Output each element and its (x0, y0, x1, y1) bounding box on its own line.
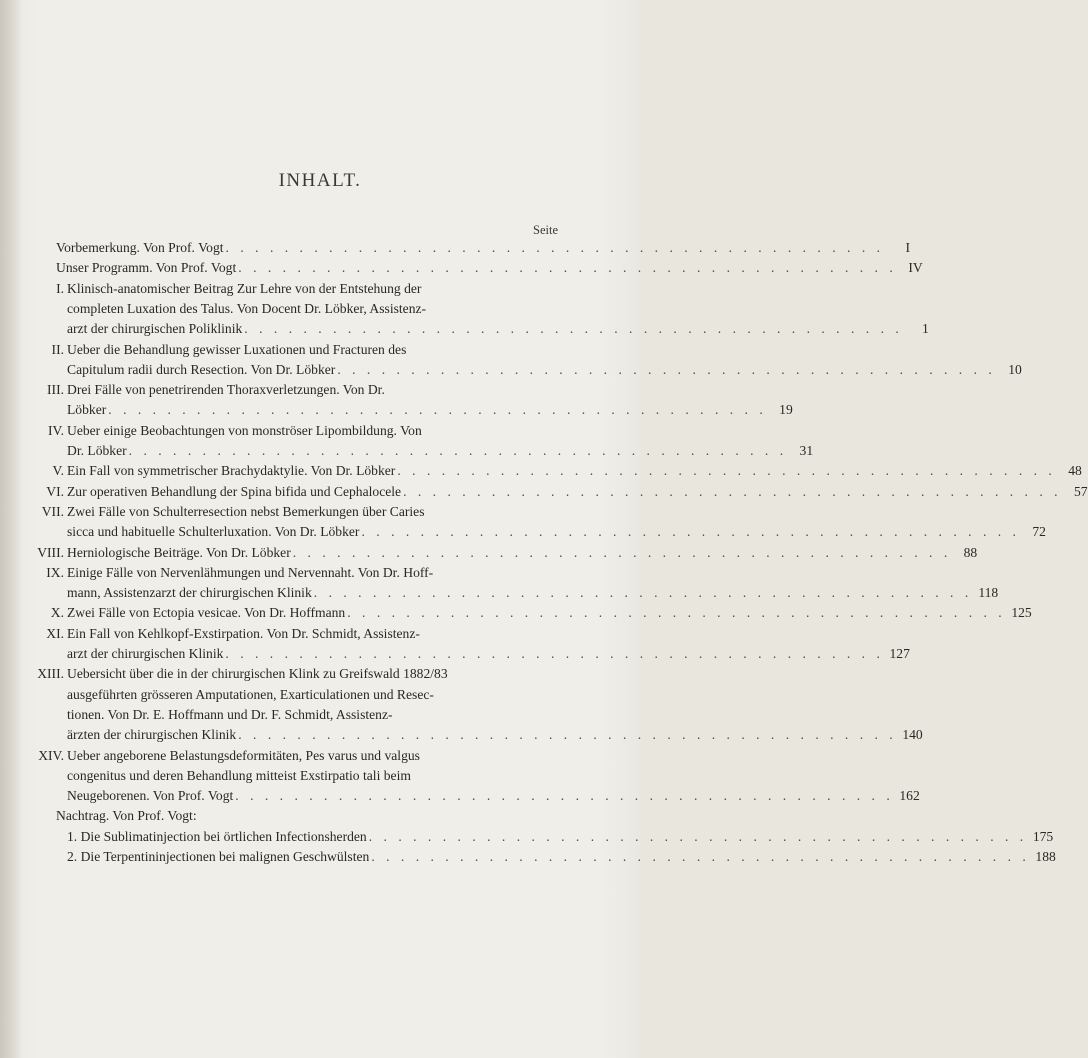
toc-line (67, 299, 575, 319)
leader-dots: . . . . . . . . . . . . . . . . . . . . . . . . . . . . . . . . . . . . . . . . . . . . . (292, 544, 952, 560)
leader-dots: . . . . . . . . . . . . . . . . . . . . . . . . . . . . . . . . . . . . . . . . . . . . . (347, 605, 1006, 621)
toc-line (67, 827, 1054, 847)
page-spine-shadow (0, 0, 22, 1058)
toc-entry-text: arzt der chirurgischen Poliklinik (67, 321, 243, 337)
toc-line (67, 522, 1046, 542)
page-number: IV (908, 260, 923, 276)
toc-entry-text: tionen. Von Dr. E. Hoffmann und Dr. F. Schmidt, Assistenz- (67, 706, 393, 722)
toc-entry-text: completen Luxation des Talus. Von Docent Dr. Löbker, Assistenz- (67, 300, 427, 316)
entry-number: I. (56, 280, 64, 296)
toc-line (67, 482, 1088, 502)
entry-number: XIII. (37, 666, 64, 682)
toc-entry-text: Klinisch-anatomischer Beitrag Zur Lehre von der Entstehung der (67, 280, 422, 296)
entry-number: VI. (46, 483, 64, 499)
leader-dots: . . . . . . . . . . . . . . . . . . . . . . . . . . . . . . . . . . . . . . . . . . . . . (235, 788, 894, 804)
toc-line (67, 502, 575, 522)
toc-entry-text: ausgeführten grösseren Amputationen, Exarticulationen und Resec- (67, 686, 434, 702)
toc-line (67, 705, 575, 725)
toc-entry-text: Zwei Fälle von Ectopia vesicae. Von Dr. Hoffmann (67, 605, 346, 621)
toc-entry-text: Herniologische Beiträge. Von Dr. Löbker (67, 544, 291, 560)
page-number: 57 (1073, 483, 1088, 499)
toc-line (67, 380, 575, 400)
toc-line (67, 421, 575, 441)
toc-line (67, 360, 1022, 380)
entry-number: IV. (48, 422, 64, 438)
toc-line (67, 624, 575, 644)
page-number: 31 (799, 443, 814, 458)
toc-line (67, 340, 575, 360)
toc-line (67, 746, 575, 766)
toc-line (56, 806, 575, 826)
page-number: 140 (902, 727, 923, 743)
toc-entry-text: Unser Programm. Von Prof. Vogt (56, 260, 237, 276)
toc-line (67, 603, 1032, 623)
toc-entry-text: Ueber einige Beobachtungen von monströser Lipombildung. Von (67, 422, 422, 438)
page-number: 175 (1032, 828, 1054, 844)
page-number: 72 (1032, 524, 1046, 540)
toc-line (67, 563, 575, 583)
toc-line (67, 583, 999, 603)
toc-entry-text: Nachtrag. Von Prof. Vogt: (56, 808, 197, 824)
leader-dots: . . . . . . . . . . . . . . . . . . . . . . . . . . . . . . . . . . . . . . . . . . . . . (403, 483, 1062, 499)
toc-line (67, 543, 978, 563)
page-number: 127 (889, 646, 910, 661)
leader-dots: . . . . . . . . . . . . . . . . . . . . . . . . . . . . . . . . . . . . . . . . . . . . . (313, 585, 973, 601)
toc-line (67, 685, 575, 705)
page-number: 19 (779, 402, 793, 418)
leader-dots: . . . . . . . . . . . . . . . . . . . . . . . . . . . . . . . . . . . . . . . . . . . . . (397, 463, 1056, 479)
toc-entry-text: congenitus und deren Behandlung mitteist Exstirpatio tali beim (67, 767, 411, 783)
entry-number: VIII. (37, 544, 64, 560)
entry-number: III. (47, 382, 64, 398)
page-column-label: Seite (533, 223, 558, 237)
page-number: 1 (921, 321, 929, 337)
entry-number: XIV. (38, 747, 64, 763)
toc-entry-text: ärzten der chirurgischen Klinik (67, 727, 237, 743)
page-number: 118 (978, 585, 999, 601)
leader-dots: . . . . . . . . . . . . . . . . . . . . . . . . . . . . . . . . . . . . . . . . . . . . . (225, 240, 885, 255)
toc-entry-text: Zur operativen Behandlung der Spina bifida und Cephalocele (67, 483, 402, 499)
toc-entry-text: Dr. Löbker (67, 443, 127, 458)
toc-entry-text: 1. Die Sublimatinjection bei örtlichen Infectionsherden (67, 828, 367, 844)
toc-entry-text: 2. Die Terpentininjectionen bei malignen Geschwülsten (67, 849, 370, 864)
leader-dots: . . . . . . . . . . . . . . . . . . . . . . . . . . . . . . . . . . . . . . . . . . . . . (238, 260, 897, 276)
leader-dots: . . . . . . . . . . . . . . . . . . . . . . . . . . . . . . . . . . . . . . . . . . . . . (337, 361, 996, 377)
page-number: 48 (1068, 463, 1082, 479)
page-title: INHALT. (278, 170, 362, 191)
toc-line (67, 786, 920, 806)
entry-number: VII. (41, 503, 64, 519)
page-number: 125 (1011, 605, 1032, 621)
entry-number: II. (51, 341, 64, 357)
toc-line (67, 847, 1056, 867)
toc-entry-text: Ueber angeborene Belastungsdeformitäten, Pes varus und valgus (67, 747, 420, 763)
entry-number: V. (52, 463, 64, 479)
toc-line (67, 279, 575, 299)
leader-dots: . . . . . . . . . . . . . . . . . . . . . . . . . . . . . . . . . . . . . . . . . . . . . (225, 646, 884, 661)
leader-dots: . . . . . . . . . . . . . . . . . . . . . . . . . . . . . . . . . . . . . . . . . . . . . (361, 524, 1020, 540)
toc-line (67, 766, 575, 786)
page-number: I (905, 240, 911, 255)
toc-entry-text: mann, Assistenzarzt der chirurgischen Klinik (67, 585, 312, 601)
toc-line (67, 441, 814, 461)
entry-number: IX. (46, 564, 64, 580)
toc-line (56, 238, 911, 258)
toc-entry-text: Uebersicht über die in der chirurgischen Klink zu Greifswald 1882/83 (67, 666, 448, 682)
toc-entry-text: Ueber die Behandlung gewisser Luxationen und Fracturen des (67, 341, 407, 357)
toc-line (67, 461, 1082, 481)
toc-line (67, 400, 793, 420)
toc-entry-text: Neugeborenen. Von Prof. Vogt (67, 788, 234, 804)
toc-entry-text: Vorbemerkung. Von Prof. Vogt (56, 240, 224, 255)
toc-entry-text: Capitulum radii durch Resection. Von Dr. Löbker (67, 361, 336, 377)
toc-line (67, 319, 929, 339)
toc-entry-text: Löbker (67, 402, 107, 418)
leader-dots: . . . . . . . . . . . . . . . . . . . . . . . . . . . . . . . . . . . . . . . . . . . . . (371, 849, 1030, 864)
leader-dots: . . . . . . . . . . . . . . . . . . . . . . . . . . . . . . . . . . . . . . . . . . . . . (244, 321, 903, 337)
leader-dots: . . . . . . . . . . . . . . . . . . . . . . . . . . . . . . . . . . . . . . . . . . . . . (128, 443, 788, 458)
toc-entry-text: Drei Fälle von penetrirenden Thoraxverletzungen. Von Dr. (67, 382, 385, 398)
leader-dots: . . . . . . . . . . . . . . . . . . . . . . . . . . . . . . . . . . . . . . . . . . . . . (238, 727, 897, 743)
toc-line (67, 664, 575, 684)
toc-entry-text: arzt der chirurgischen Klinik (67, 646, 224, 661)
page-number: 162 (899, 788, 920, 804)
toc-entry-text: Ein Fall von symmetrischer Brachydaktylie. Von Dr. Löbker (67, 463, 396, 479)
toc-entry-text: Ein Fall von Kehlkopf-Exstirpation. Von Dr. Schmidt, Assistenz- (67, 625, 420, 641)
toc-entry-text: sicca und habituelle Schulterluxation. Von Dr. Löbker (67, 524, 360, 540)
entry-number: XI. (46, 625, 64, 641)
toc-entry-text: Zwei Fälle von Schulterresection nebst Bemerkungen über Caries (67, 503, 425, 519)
toc-line (67, 644, 910, 664)
toc-line (67, 725, 923, 745)
entry-number: X. (50, 605, 64, 621)
page-number: 10 (1008, 361, 1022, 377)
page-number: 188 (1035, 849, 1056, 864)
leader-dots: . . . . . . . . . . . . . . . . . . . . . . . . . . . . . . . . . . . . . . . . . . . . . (108, 402, 767, 418)
page-number: 88 (963, 544, 978, 560)
toc-line (56, 258, 923, 278)
toc-entry-text: Einige Fälle von Nervenlähmungen und Nervennaht. Von Dr. Hoff- (67, 564, 434, 580)
leader-dots: . . . . . . . . . . . . . . . . . . . . . . . . . . . . . . . . . . . . . . . . . . . . . (368, 828, 1028, 844)
